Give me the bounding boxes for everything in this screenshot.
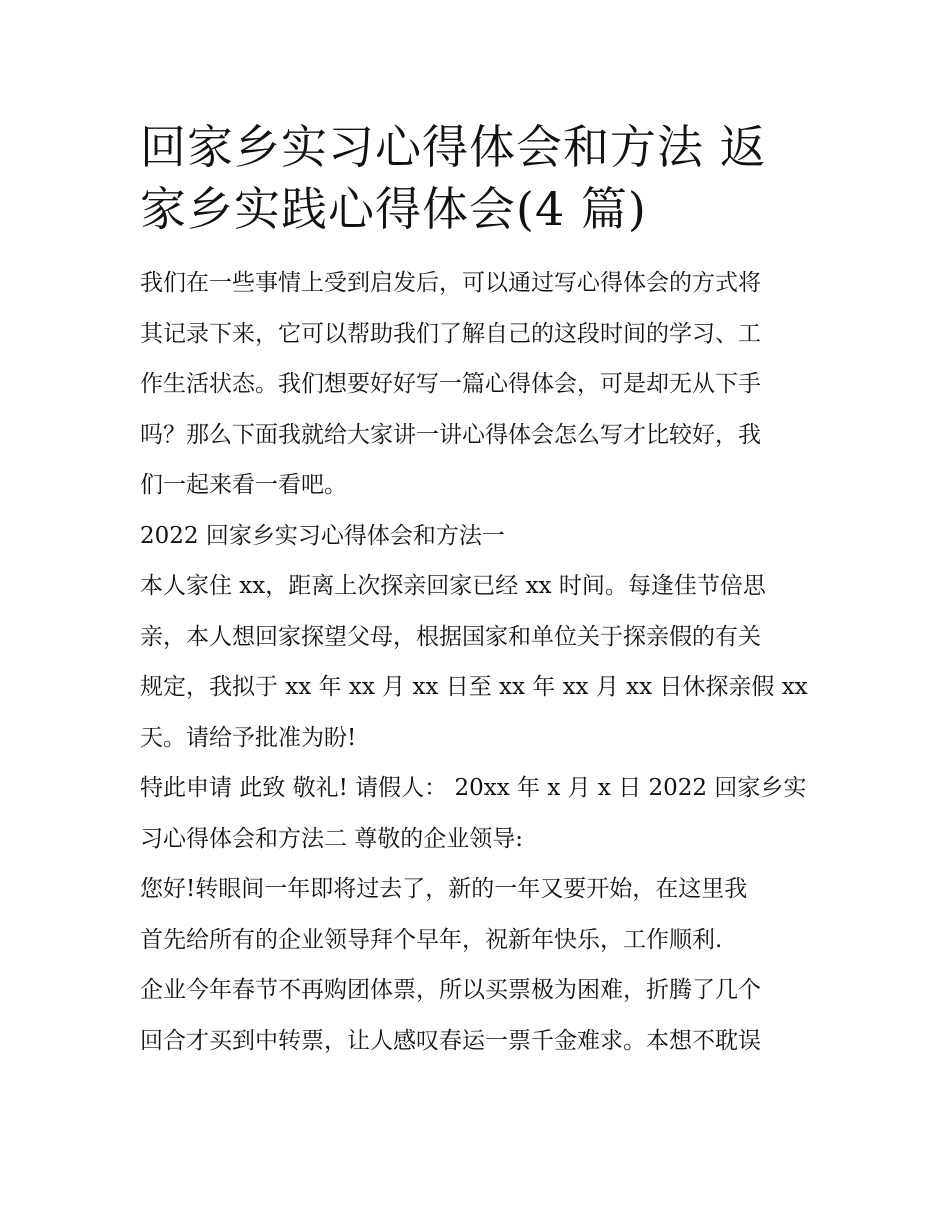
body-line: 规定，我拟于 xx 年 xx 月 xx 日至 xx 年 xx 月 xx 日休探亲假 xx — [140, 674, 808, 700]
body-line: 本人家住 xx，距离上次探亲回家已经 xx 时间。每逢佳节倍思 — [140, 573, 766, 599]
body-line: 特此申请 此致 敬礼! 请假人： 20xx 年 x 月 x 日 2022 回家乡实 — [140, 775, 807, 801]
document-body — [140, 258, 812, 1066]
body-line: 习心得体会和方法二 尊敬的企业领导: — [140, 825, 524, 852]
body-line: 亲，本人想回家探望父母，根据国家和单位关于探亲假的有关 — [140, 623, 761, 650]
body-line: 天。请给予批准为盼! — [140, 724, 357, 751]
body-line: 们一起来看一看吧。 — [140, 472, 347, 498]
section-heading-line: 2022 回家乡实习心得体会和方法一 — [140, 522, 505, 549]
body-line: 企业今年春节不再购团体票，所以买票极为困难，折腾了几个 — [140, 977, 761, 1003]
title-line: 回家乡实习心得体会和方法 返 — [140, 120, 767, 174]
body-line: 吗？那么下面我就给大家讲一讲心得体会怎么写才比较好，我 — [140, 421, 761, 448]
body-line: 您好!转眼间一年即将过去了，新的一年又要开始，在这里我 — [140, 876, 748, 902]
body-line: 其记录下来，它可以帮助我们了解自己的这段时间的学习、工 — [140, 320, 761, 347]
title-line: 家乡实践心得体会(4 篇) — [140, 182, 647, 236]
body-line: 首先给所有的企业领导拜个早年，祝新年快乐，工作顺利. — [140, 926, 723, 953]
body-line: 回合才买到中转票，让人感叹春运一票千金难求。本想不耽误 — [140, 1027, 761, 1054]
document-title — [140, 116, 812, 240]
body-line: 作生活状态。我们想要好好写一篇心得体会，可是却无从下手 — [140, 371, 761, 397]
body-line: 我们在一些事情上受到启发后，可以通过写心得体会的方式将 — [140, 270, 761, 296]
document-page — [140, 116, 812, 1066]
